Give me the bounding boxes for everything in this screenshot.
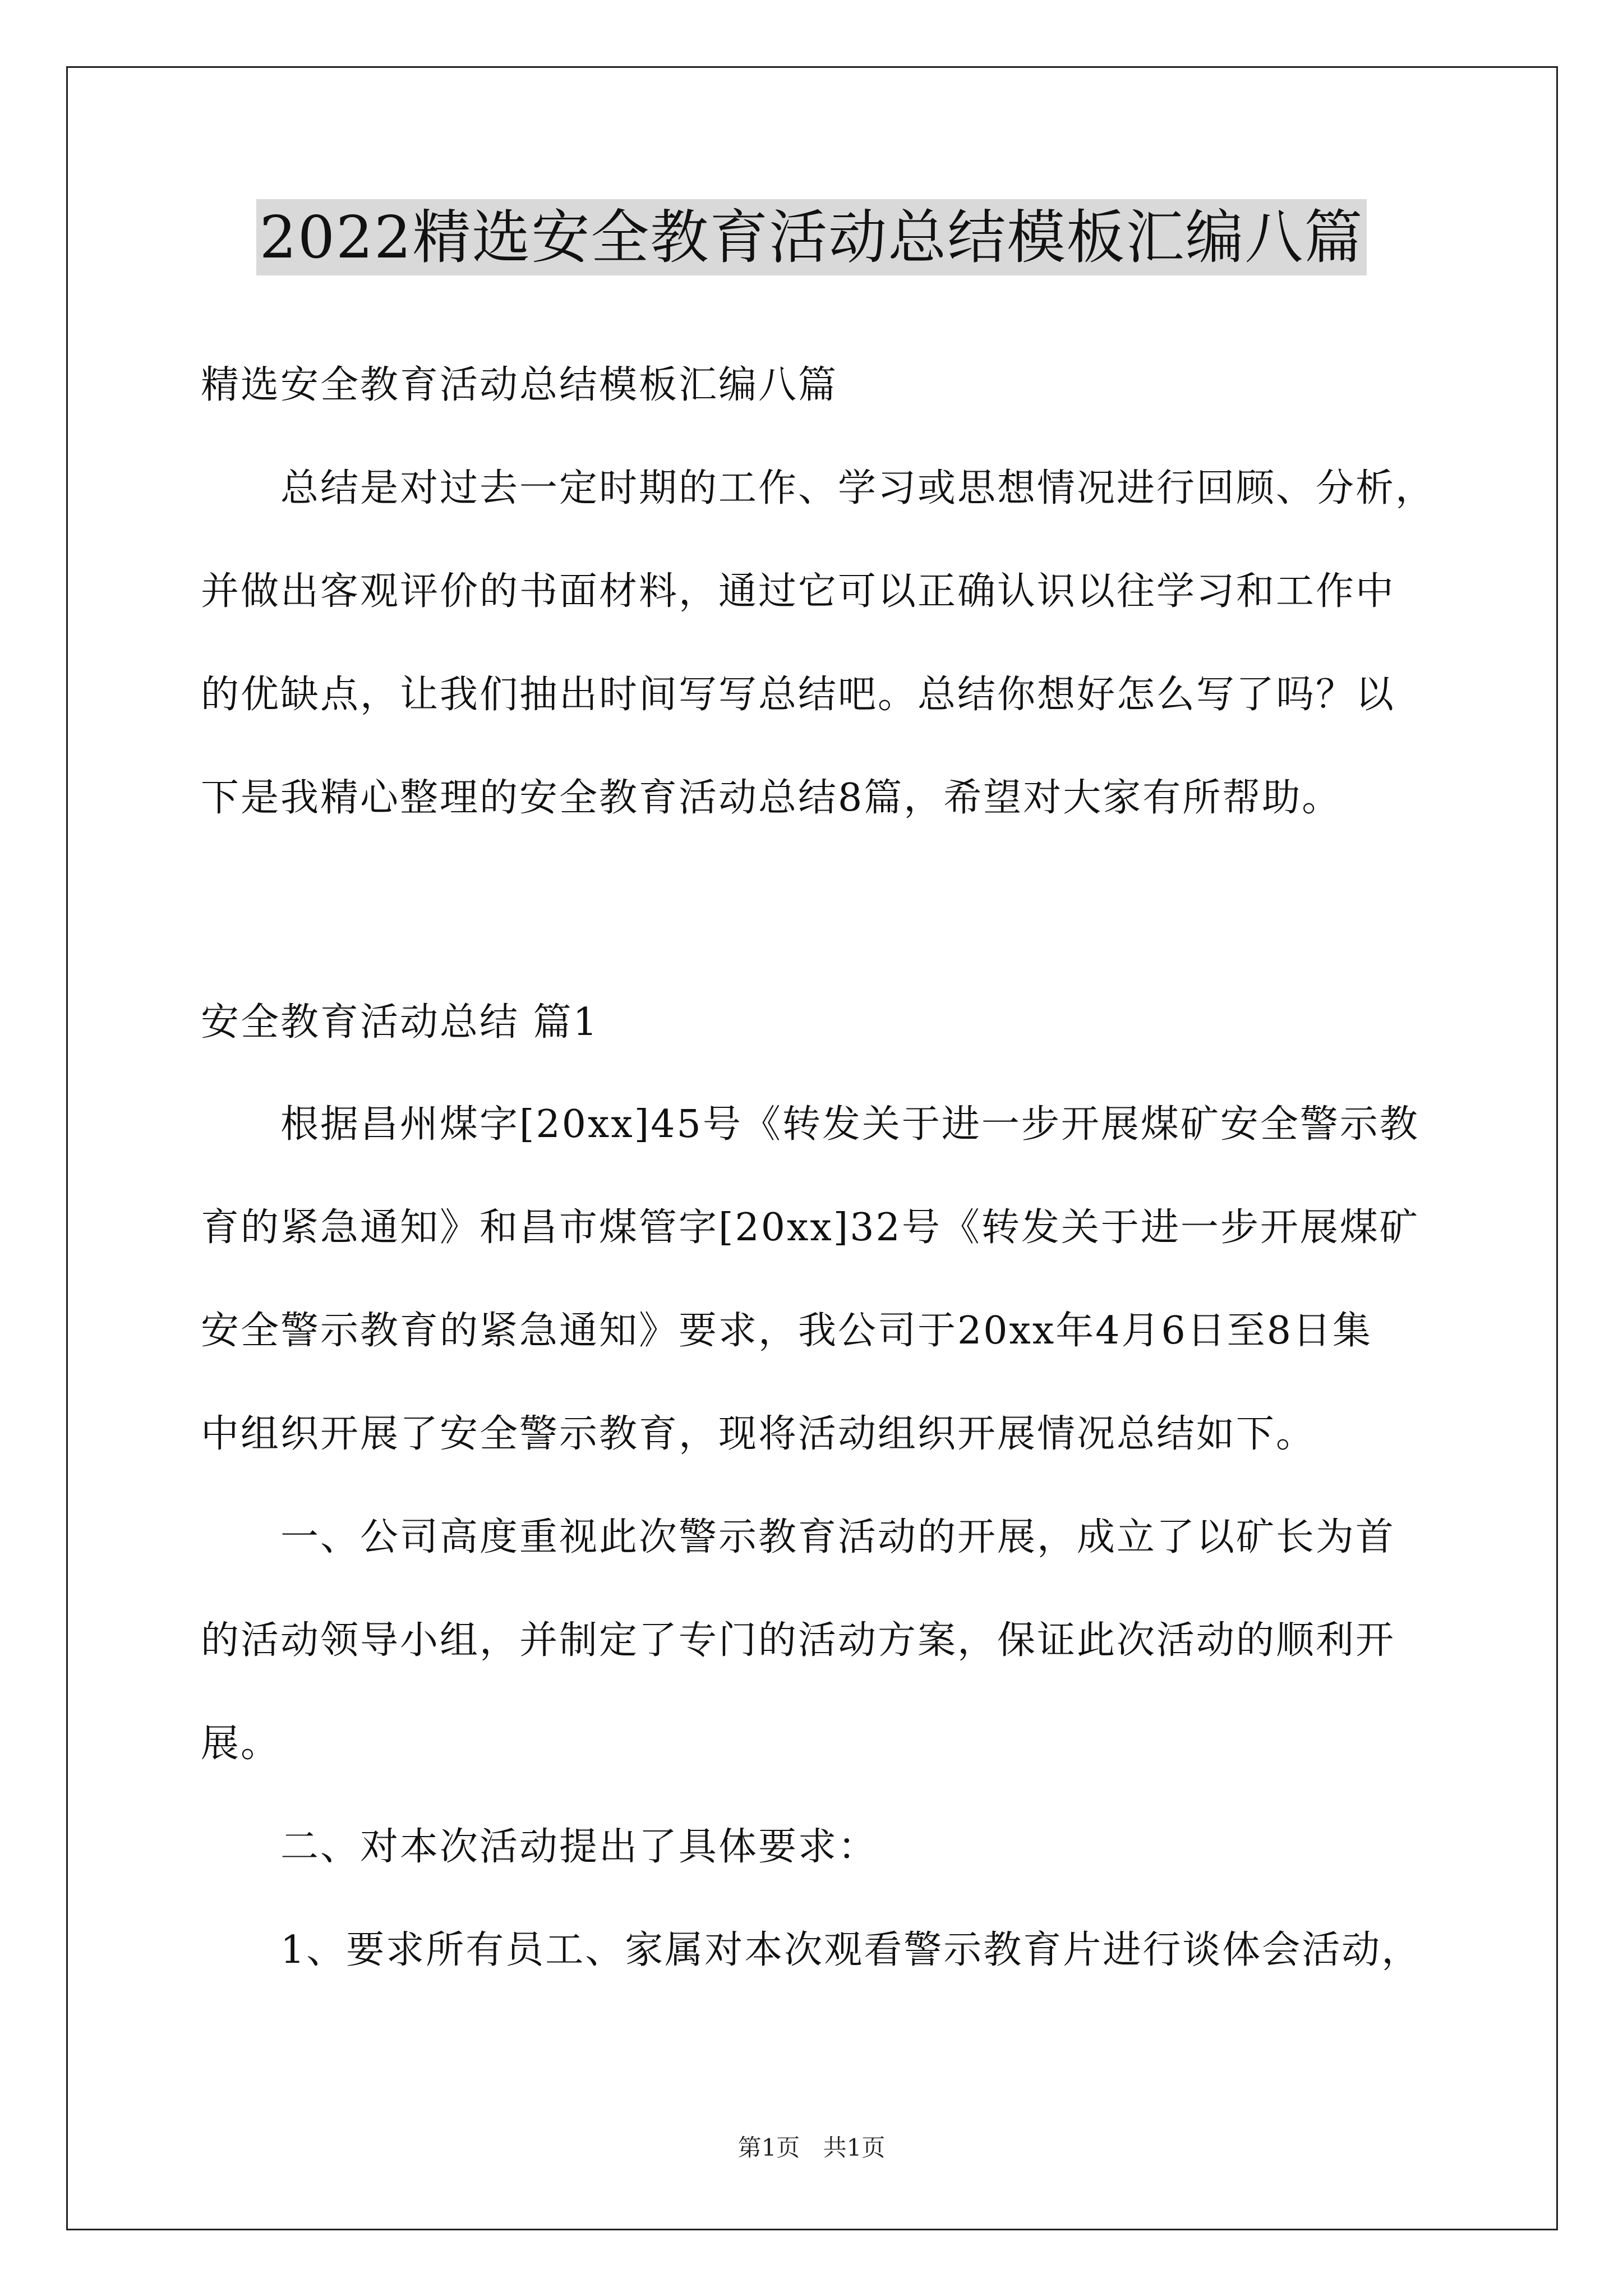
page-total: 共1页	[823, 2134, 886, 2161]
paragraph-line: 的活动领导小组，并制定了专门的活动方案，保证此次活动的顺利开	[201, 1618, 1396, 1663]
paragraph-line: 二、对本次活动提出了具体要求：	[280, 1825, 878, 1869]
section-heading: 安全教育活动总结 篇1	[201, 1000, 599, 1045]
intro-line: 的优缺点，让我们抽出时间写写总结吧。总结你想好怎么写了吗？以	[201, 673, 1396, 717]
intro-line: 并做出客观评价的书面材料，通过它可以正确认识以往学习和工作中	[201, 569, 1396, 614]
document-title: 2022精选安全教育活动总结模板汇编八篇	[256, 199, 1367, 275]
paragraph-line: 展。	[201, 1722, 281, 1766]
paragraph-line: 1、要求所有员工、家属对本次观看警示教育片进行谈体会活动，	[280, 1928, 1422, 1972]
paragraph-line: 中组织开展了安全警示教育，现将活动组织开展情况总结如下。	[201, 1412, 1316, 1456]
intro-line: 下是我精心整理的安全教育活动总结8篇，希望对大家有所帮助。	[201, 776, 1342, 820]
paragraph-line: 安全警示教育的紧急通知》要求，我公司于20xx年4月6日至8日集	[201, 1309, 1373, 1353]
document-subtitle: 精选安全教育活动总结模板汇编八篇	[201, 363, 838, 407]
intro-line: 总结是对过去一定时期的工作、学习或思想情况进行回顾、分析，	[280, 466, 1436, 510]
page-footer	[0, 2129, 1623, 2163]
paragraph-line: 一、公司高度重视此次警示教育活动的开展，成立了以矿长为首	[280, 1515, 1396, 1559]
paragraph-line: 根据昌州煤字[20xx]45号《转发关于进一步开展煤矿安全警示教	[280, 1102, 1419, 1147]
page-number: 第1页	[737, 2134, 800, 2161]
paragraph-line: 育的紧急通知》和昌市煤管字[20xx]32号《转发关于进一步开展煤矿	[201, 1205, 1419, 1250]
title-wrap	[0, 199, 1623, 275]
